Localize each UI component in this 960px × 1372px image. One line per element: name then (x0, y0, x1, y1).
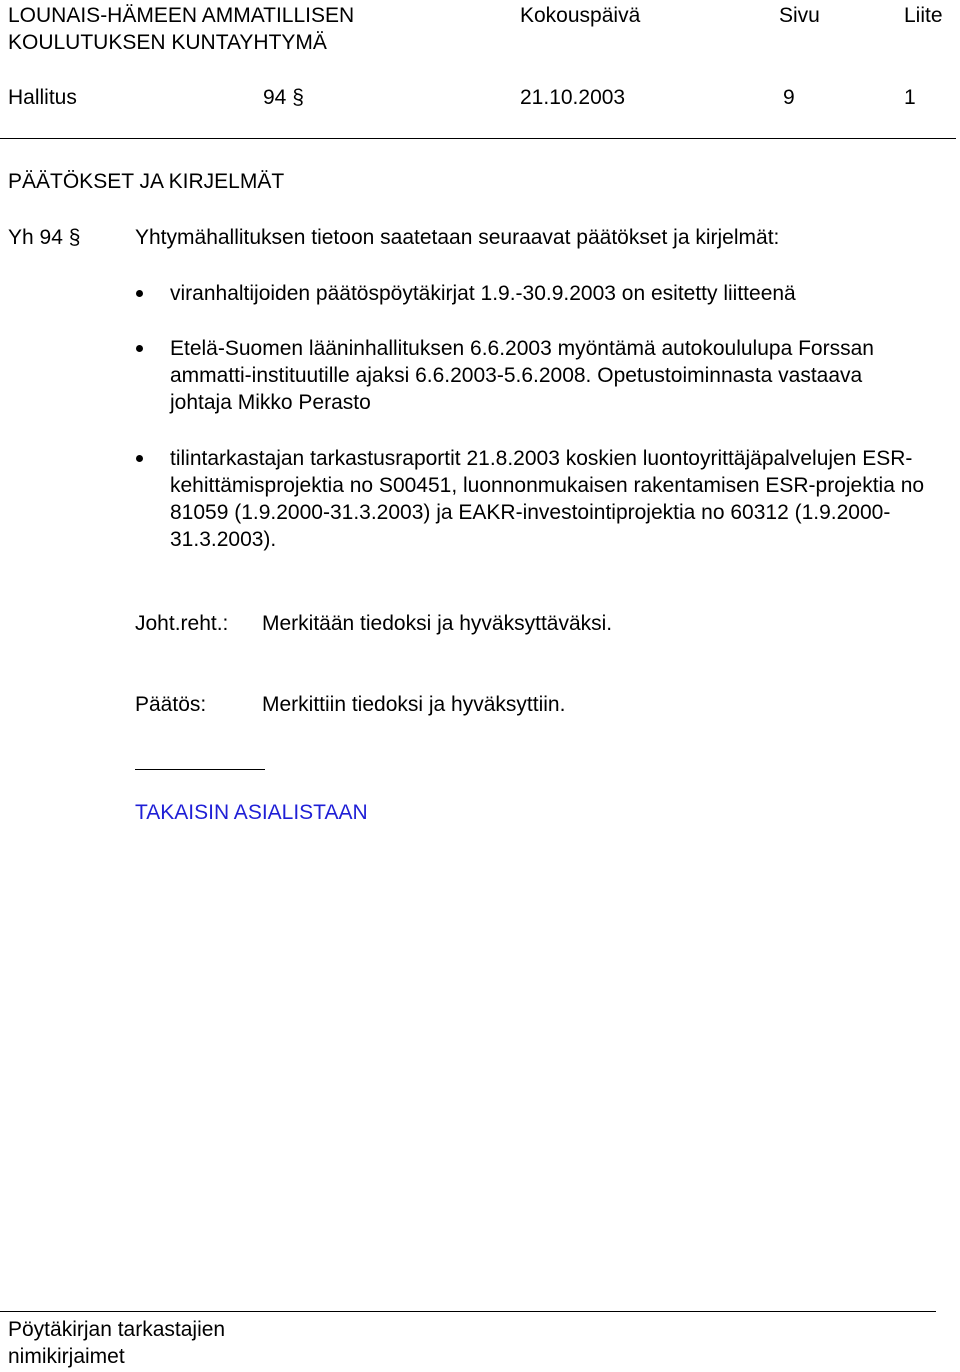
attachment-number: 1 (904, 86, 916, 109)
proposal-label: Joht.reht.: (135, 612, 229, 635)
bullet-icon (136, 290, 143, 297)
footer-initials-label-line2: nimikirjaimet (8, 1345, 125, 1368)
header-col-attachment: Liite (904, 4, 943, 27)
footer-initials-label-line1: Pöytäkirjan tarkastajien (8, 1318, 226, 1341)
meeting-date: 21.10.2003 (520, 86, 626, 109)
header-divider (0, 138, 956, 139)
org-name-line1: LOUNAIS-HÄMEEN AMMATILLISEN (8, 4, 355, 27)
section-sign-icon: § (68, 226, 81, 249)
decision-text: Merkittiin tiedoksi ja hyväksyttiin. (262, 693, 566, 716)
list-item: tilintarkastajan tarkastusraportit 21.8.2003 koskien luontoyrittäjäpalvelujen ESR-kehittämisprojektia no S00451, luonnonmukaisen rakentamisen ESR-projektia no 81059 (1.9.2000-31.3.2003) ja EAKR-investointiprojektia no 60312 (1.9.2000- 31.3.2003). (170, 447, 925, 551)
org-name-line2: KOULUTUKSEN KUNTAYHTYMÄ (8, 31, 327, 54)
section-number: 94 § (263, 86, 304, 109)
page-title: PÄÄTÖKSET JA KIRJELMÄT (8, 170, 285, 193)
header-col-page: Sivu (779, 4, 820, 27)
back-to-agenda-link[interactable]: TAKAISIN ASIALISTAAN (135, 801, 368, 824)
bullet-icon (136, 345, 143, 352)
item-label: Yh 94 § (8, 226, 81, 249)
footer-divider (0, 1311, 936, 1312)
item-intro: Yhtymähallituksen tietoon saatetaan seuraavat päätökset ja kirjelmät: (135, 226, 780, 249)
meeting-body: Hallitus (8, 86, 77, 109)
section-sign-icon: § (292, 86, 304, 109)
list-item: viranhaltijoiden päätöspöytäkirjat 1.9.-30.9.2003 on esitetty liitteenä (170, 282, 796, 305)
proposal-text: Merkitään tiedoksi ja hyväksyttäväksi. (262, 612, 613, 635)
decision-label: Päätös: (135, 693, 207, 716)
bullet-icon (136, 455, 143, 462)
header-col-date: Kokouspäivä (520, 4, 641, 27)
short-divider (135, 769, 265, 770)
list-item: Etelä-Suomen lääninhallituksen 6.6.2003 myöntämä autokoululupa Forssan ammatti-instituutille ajaksi 6.6.2003-5.6.2008. Opetustoiminnasta vastaava johtaja Mikko Perasto (170, 337, 874, 414)
page-number: 9 (783, 86, 795, 109)
